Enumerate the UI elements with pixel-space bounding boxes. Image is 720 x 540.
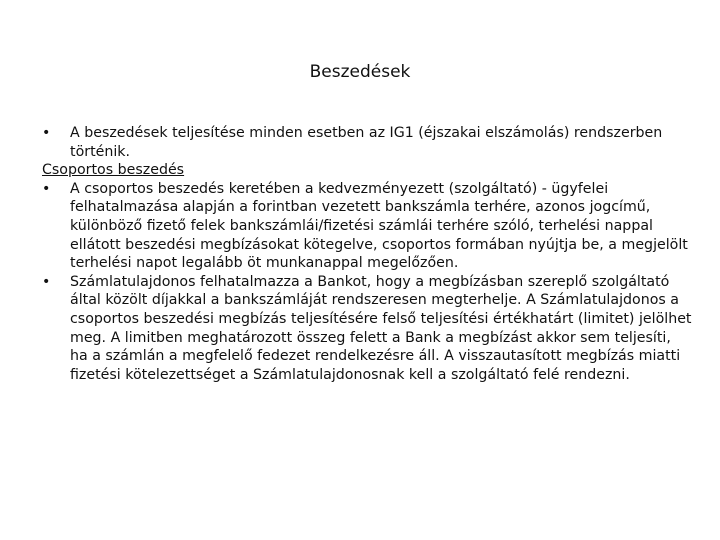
bullet-item-3	[42, 273, 692, 385]
bullet-marker: •	[42, 180, 51, 197]
section-heading: Csoportos beszedés	[42, 162, 185, 179]
bullet-marker: •	[42, 125, 51, 141]
bullet-item-2	[42, 180, 692, 273]
page-title: Beszedések	[309, 62, 411, 82]
bullet-marker: •	[42, 273, 51, 290]
bullet-text: Számlatulajdonos felhatalmazza a Bankot, hogy a megbízásban szereplő szolgáltató által közölt díjakkal a bankszámláját rendszeresen megterhelje. A Számlatulajdonos a csoportos beszedési megbízás teljesítésére felső teljesítési értékhatárt (limitet) jelölhet meg. A limitben meghatározott összeg felett a Bank a megbízást akkor sem teljesíti, ha a számlán a megfelelő fedezet rendelkezésre áll. A visszautasított megbízás miatti fizetési kötelezettséget a Számlatulajdonosnak kell a szolgáltató felé rendezni.	[70, 273, 692, 383]
bullet-item-1	[42, 124, 692, 161]
bullet-text: A csoportos beszedés keretében a kedvezményezett (szolgáltató) - ügyfelei felhatalmazása alapján a forintban vezetett bankszámla terhére, azonos jogcímű, különböző fizető felek bankszámlái/fizetési számlái terhére szóló, terhelési nappal ellátott beszedési megbízásokat kötegelve, csoportos formában nyújtja be, a megjelölt terhelési napot legalább öt munkanappal megelőzően.	[70, 180, 688, 272]
bullet-text: A beszedések teljesítése minden esetben az IG1 (éjszakai elszámolás) rendszerben történik.	[70, 125, 663, 160]
slide-body	[42, 124, 692, 384]
